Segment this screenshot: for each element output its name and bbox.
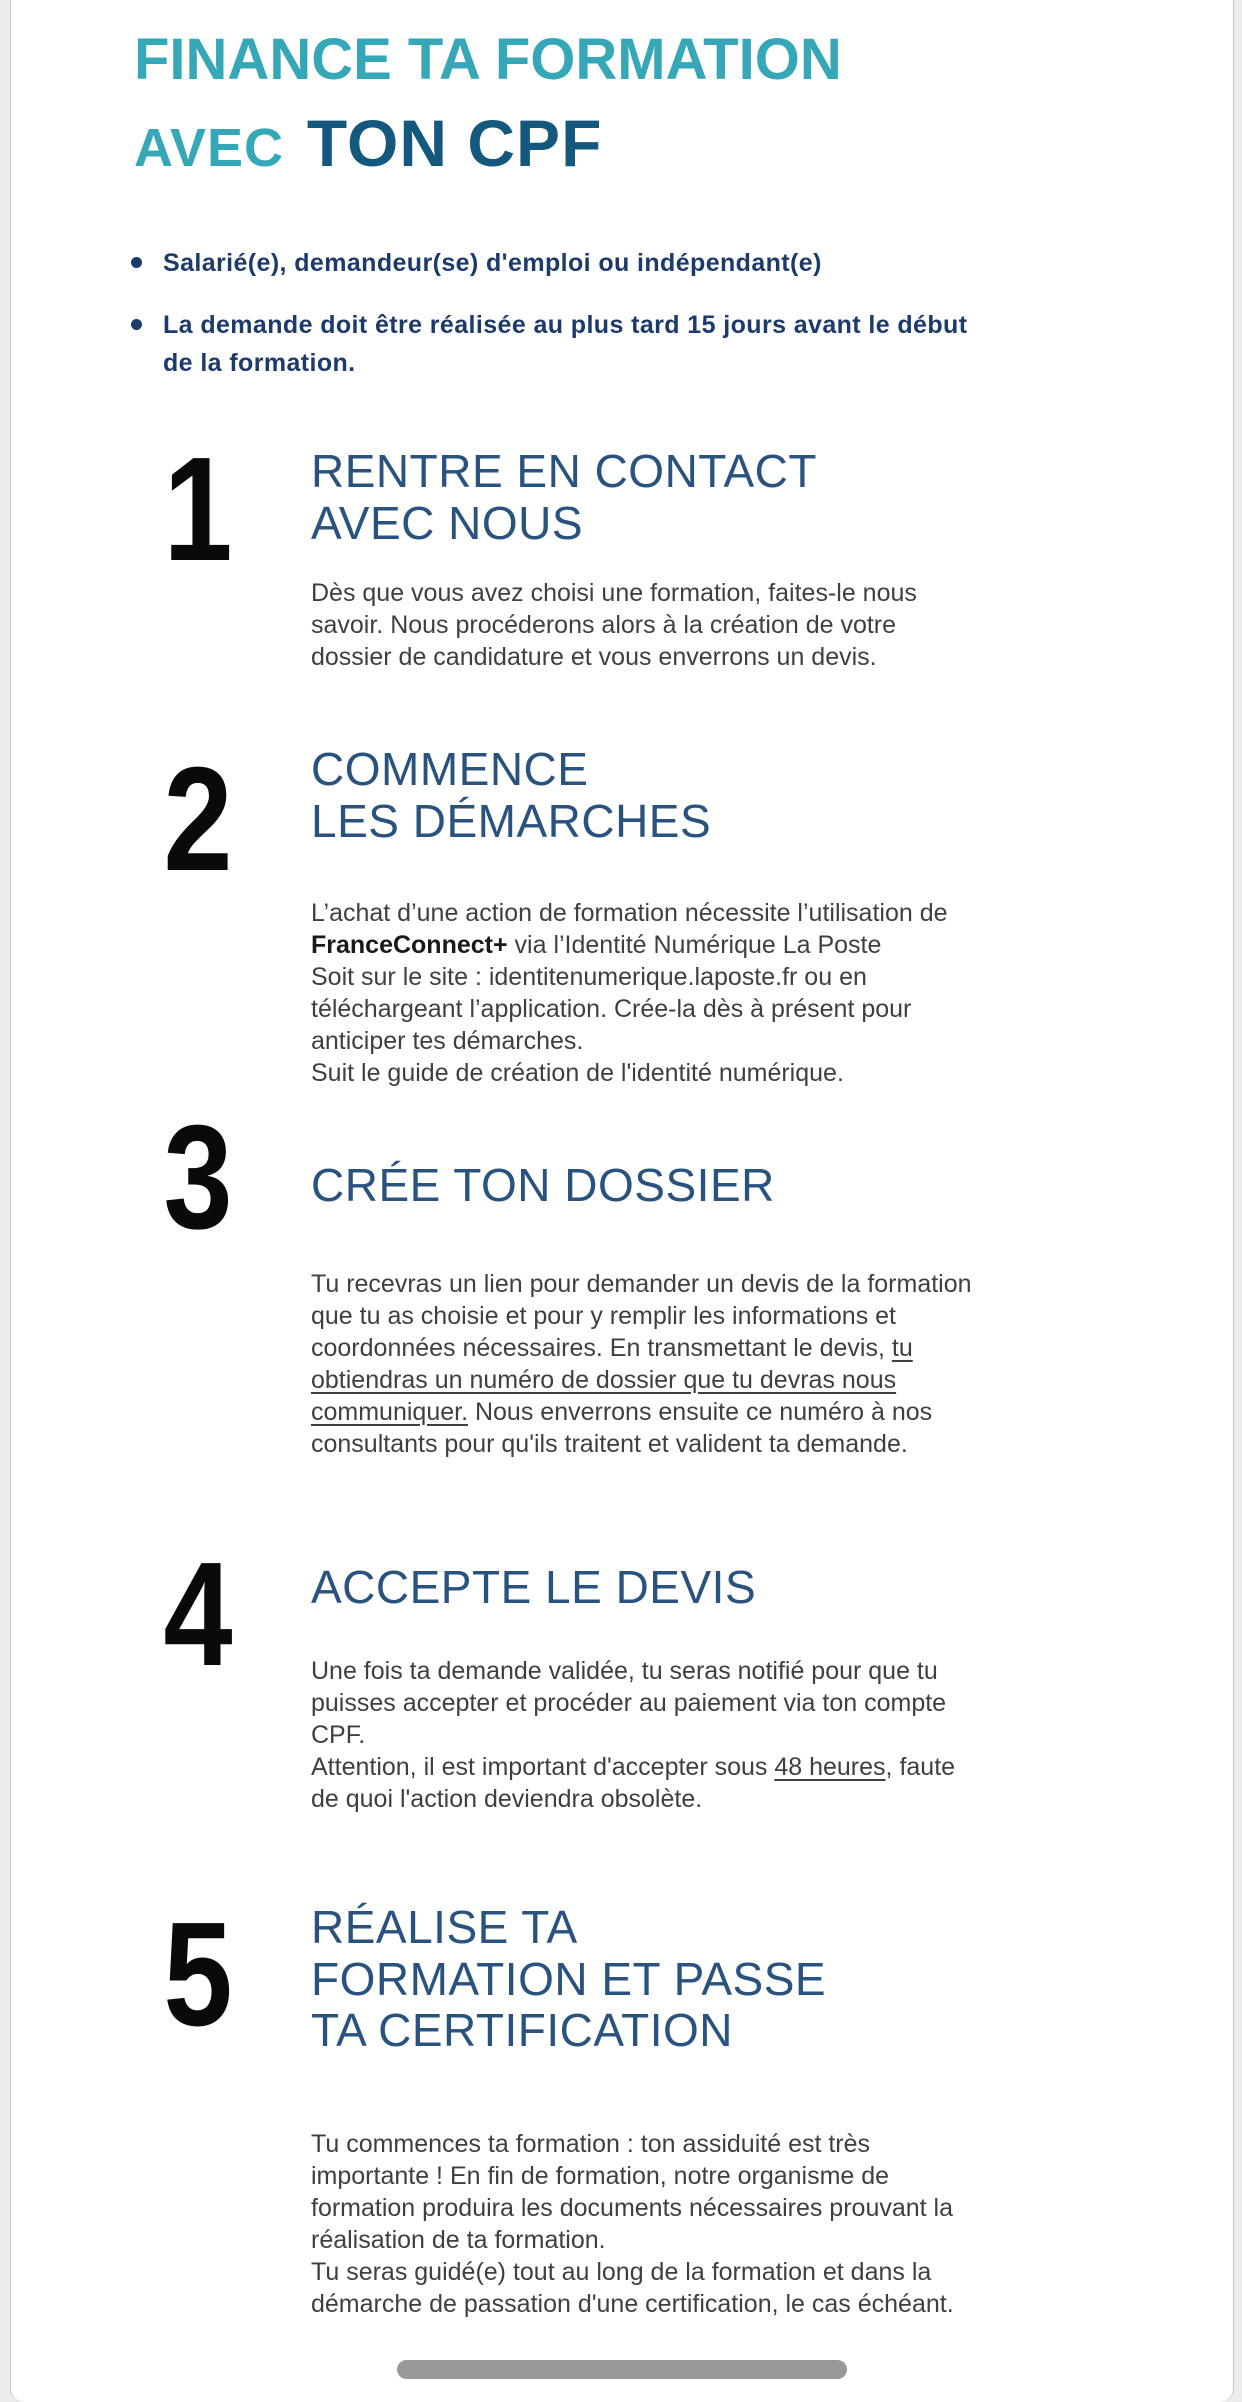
step-4-title: ACCEPTE LE DEVIS	[311, 1561, 757, 1613]
step-2-title: COMMENCE LES DÉMARCHES	[311, 743, 712, 847]
page-title-line2	[134, 105, 842, 181]
step-4-body: Une fois ta demande validée, tu seras notifié pour que tu puisses accepter et procéder au paiement via ton compte CPF. Attention, il est important d'accepter sous 48 heures, faute de quoi l'action deviendra obsolète.	[311, 1657, 956, 1813]
step-5-body: Tu commences ta formation : ton assiduité est très importante ! En fin de formation, notre organisme de formation produira les documents nécessaires prouvant la réalisation de ta formation. Tu seras guidé(e) tout au long de la formation et dans la démarche de passation d'une certification, le cas échéant.	[311, 2130, 954, 2318]
step-3-number: 3	[163, 1095, 233, 1260]
step-3-title: CRÉE TON DOSSIER	[311, 1159, 775, 1211]
scroll-indicator[interactable]	[397, 2360, 847, 2379]
step-4-number: 4	[163, 1532, 233, 1697]
page-title-ton-cpf: TON CPF	[306, 105, 603, 180]
step-1-title: RENTRE EN CONTACT AVEC NOUS	[311, 445, 817, 549]
step-5-number: 5	[163, 1892, 233, 2057]
page-title-line1: FINANCE TA FORMATION	[134, 27, 842, 92]
step-5-title: RÉALISE TA FORMATION ET PASSE TA CERTIFICATION	[311, 1901, 827, 2057]
step-2-number: 2	[163, 737, 233, 902]
intro-bullet-list	[129, 244, 969, 382]
page-title	[134, 27, 842, 181]
document-page	[10, 0, 1234, 2402]
bullet-item-deadline: La demande doit être réalisée au plus tard 15 jours avant le début de la formation.	[129, 306, 969, 382]
step-3-body: Tu recevras un lien pour demander un devis de la formation que tu as choisie et pour y remplir les informations et coordonnées nécessaires. En transmettant le devis, tu obtiendras un numéro de dossier que tu devras nous communiquer. Nous enverrons ensuite ce numéro à nos consultants pour qu'ils traitent et valident ta demande.	[311, 1270, 972, 1458]
step-1-number: 1	[163, 427, 233, 592]
bullet-item-eligibility: Salarié(e), demandeur(se) d'emploi ou indépendant(e)	[129, 244, 969, 282]
step-2-body: L’achat d’une action de formation nécessite l’utilisation de FranceConnect+ via l’Identité Numérique La Poste Soit sur le site : identitenumerique.laposte.fr ou en téléchargeant l’application. Crée-la dès à présent pour anticiper tes démarches. Suit le guide de création de l'identité numérique.	[311, 899, 948, 1087]
step-1-body: Dès que vous avez choisi une formation, faites-le nous savoir. Nous procéderons alors à la création de votre dossier de candidature et vous enverrons un devis.	[311, 579, 917, 671]
page-title-avec: AVEC	[134, 117, 285, 178]
